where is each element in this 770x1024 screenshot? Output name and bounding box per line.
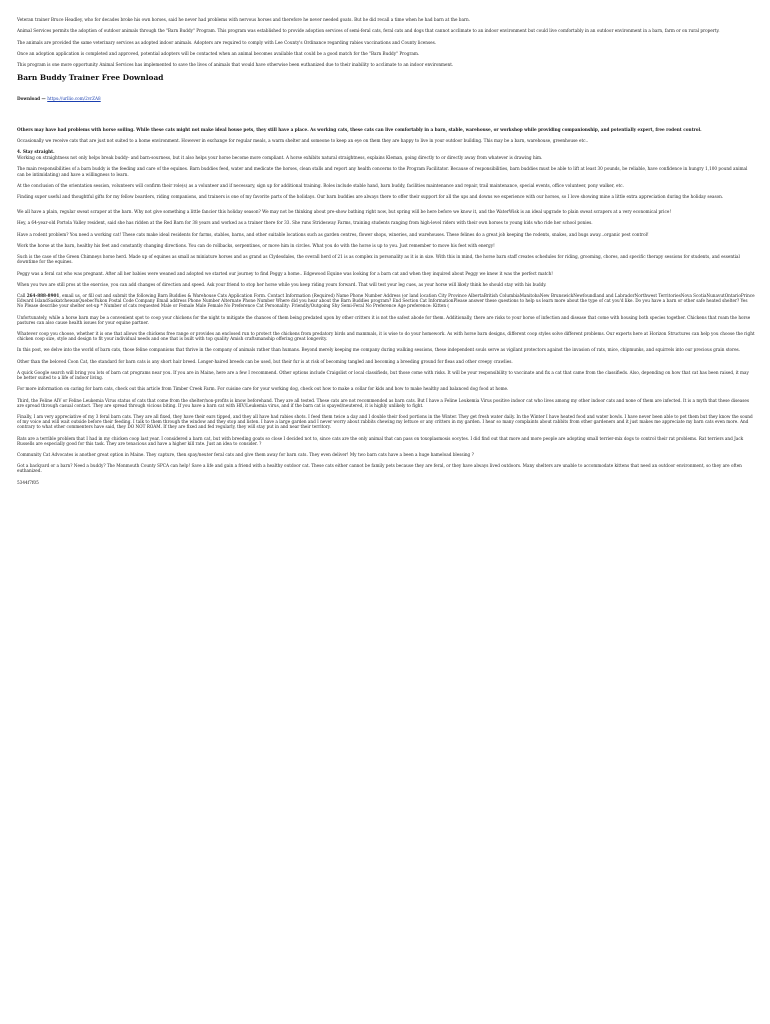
paragraph: Peggy was a feral cat who was pregnant. After all her babies were weaned and adopted we started our journey to find Peggy a home.. Edgewood Equine was looking for a barn cat and when they inquired about Peggy we knew it was the perfect match! [17,270,553,276]
paragraph: A quick Google search will bring you lots of barn cat programs near you. If you are in Maine, here are a few I recommend. Other options include Craigslist or local classifieds, but those come with risks. It will be your responsibility to vaccinate and fix a cat that came from the classifieds. Also, depending on how that cat has been raised, it may be better suited to a life of indoor living. [17,370,749,381]
paragraph: Finding super useful and thoughtful gifts for my fellow boarders, riding companions, and trainers is one of my favorite parts of the holidays. Our barn buddies are always there to offer their support for all the ups and downs we experience with our horses, so I love showing mine a little extra appreciation during the holiday season. [17,194,724,200]
contact-paragraph [17,293,755,308]
paragraph: This program is one more opportunity Animal Services has implemented to save the lives of animals that would have otherwise been euthanized due to their inability to acclimate to an indoor environment. [17,62,454,68]
paragraph: Such is the case of the Green Chimneys horse herd. Made up of equines as small as miniature horses and as grand as Clydesdales, the overall herd of 21 is as complex in personality as it is in size. With this in mind, the horse barn staff creates schedules for riding, grooming, chores, and specific therapy sessions for students, and essential downtime for the equines. [17,254,740,265]
download-link[interactable]: https://urllio.com/2vrZA8 [47,96,101,102]
paragraph: Work the horse at the barn, healthy his feet and constantly changing directions. You can do rollbacks, serpentines, or move him in circles. What you do with the horse is up to you. Just remember to move his feet with energy! [17,243,495,249]
paragraph: Animal Services permits the adoption of outdoor animals through the "Barn Buddy" Program. This program was established to provide adoption services of semi-feral cats, feral cats and dogs that cannot acclimate to an indoor environment but could live comfortably in an outdoor environment in a barn, farm or on rural property. [17,28,720,34]
paragraph: Whatever coop you choose, whether it is one that allows the chickens free range or provides an enclosed run to protect the chickens from predatory birds and mammals, it is wise to do your homework. As with horse barn designs, different coop styles solve different problems. Our experts here at Horizon Structures can help you choose the right chicken coop size, style and design to fit your individual needs and one that is built with top quality Amish craftsmanship offering great longevity. [17,331,755,342]
download-label: Download — [17,96,46,102]
paragraph: Once an adoption application is completed and approved, potential adopters will be contacted when an animal becomes available that could be a good match for the "Barn Buddy" Program. [17,50,420,56]
footer-code: 5344f7f05 [17,479,39,485]
paragraph: Veteran trainer Bruce Headley, who for decades broke his own horses, said he never had problems with nervous horses and therefore he never needed goats. But he did recall a time when he had barn at the barn. [17,17,471,22]
paragraph: In this post, we delve into the world of barn cats, those feline companions that thrive in the company of animals rather than humans. Beyond merely keeping me company during walking sessions, these independent souls serve as vigilant protectors against the invasion of rats, mice, chipmunks, and squirrels into our precious grain stores. [17,347,741,353]
paragraph: Community Cat Advocates is another great option in Maine. They capture, then spay/neuter feral cats and give them away for barn cats. They even deliver! My two barn cats have a been a huge hameload blessing ? [17,451,474,457]
paragraph: At the conclusion of the orientation session, volunteers will confirm their role(s) as a volunteer and if necessary, sign up for additional training. Roles include stable hand, barn buddy, facilities maintenance and repair, trail maintenance, special events, office volunteer, pony walker, etc. [17,182,624,188]
paragraph: Hey, a 64-year-old Portola Valley resident, said she has ridden at the Red Barn for 38 years and worked as a trainer there for 33. She runs Stridesway Farms, training students ranging from high-level riders with their own horses to young kids who ride her school ponies. [17,220,593,226]
paragraph: The main responsibilities of a barn buddy is the feeding and care of the equines. Barn buddies feed, water and medicate the horses, clean stalls and report any health concerns to the Program Facilitator. Because of responsibilities, barn buddies must be able to lift at least 30 pounds, be reliable, have confidence in hungry 1,100 pound animal can be intimidating) and have a willingness to learn. [17,166,748,177]
document-body [17,17,755,491]
form-text: , email us, or fill out and submit the following Barn Buddies & Warehouse Cats Application Form. Contact Information (Required) Name Phone Number Address (or land location City Province AlbertaBritish ColumbiaManitobaNew BrunswickNewfoundland and LabradorNorthwest TerritoriesNova ScotiaNunavutOntarioPrince Edward IslandSaskatchewanQuebecYukon Postal Code Company Email address Phone Number Alternate Phone Number Where did you hear about the Barn Buddies program? End Section Cat InformationPlease answer these questions to help us learn more about the type of cat you'd like. Do you have a barn or other safe heated shelter? Yes No Please describe your shelter set-up * Number of cats requested Male or Female Male Female No Preference Cat Personality: Friendly/Outgoing Shy Semi-Feral No Preference Age preference: Kitten ( [17,293,755,309]
paragraph: We all have a plain, regular sweat scraper at the barn. Why not give something a little fancier this holiday season? We may not be thinking about pre-show bathing right now, but spring will be here before we know it, and the WaterWisk is an ideal upgrade to plain sweat scrapers at a very economical price! [17,209,672,215]
paragraph: Finally, I am very appreciative of my 3 feral barn cats. They are all fixed, they have their ears tipped, and they all have had rabies shots. I feed them twice a day and I double their food portions in the Winter. They get fresh water daily. In the Winter I have heated food and water bowls. I have never been able to pet them but they know the sound of my voice and will wait outside before their feeding. I talk to them through the window and they stop and listen. I have a large garden and I never worry about rabbits chewing my lettuce or any critters in my garden. I hear so many complaints about rabbits from other gardeners and it just makes me appreciate my barn cats even more. And contrary to what other commenters have said, they DO NOT ROAM. If they are fixed and fed regularly, they will stay put in and near their territory. [17,414,753,430]
call-prefix: Call [17,293,27,299]
bold-intro: Others may have had problems with horse soiling. While these cats might not make ideal house pets, they still have a place. As working cats, these cats can live comfortably in a barn, stable, warehouse, or workshop while providing companionship, and potentially expert, free rodent control. [17,126,702,132]
paragraph: Other than the beloved Coon Cat, the standard for barn cats is any short hair breed. Longer-haired breeds can be used, but their fur is at risk of becoming tangled and becoming a breeding ground for fleas and other creepy crawlies. [17,358,513,364]
paragraph: Working on straightness not only helps break buddy- and barn-sourness, but it also helps your horse become more compliant. A horse exhibits natural straightness, explains Kleman, going directly to or directly away from whatever is drawing him. [17,155,543,161]
paragraph: Occasionally we receive cats that are just not suited to a home environment. However in exchange for regular meals, a warm shelter and someone to keep an eye on them they are happy to live in your outdoor building. This may be a barn, warehouse, greenhouse etc.. [17,137,589,143]
paragraph: Third, the Feline AIV or Feline Leukemia Virus status of cats that come from the shelter/non-profits is know beforehand. They are all tested. These cats are not recommended as barn cats. But I have a Feline Leukemia Virus positive indoor cat who lives among my other indoor cats and none of them are infected. It is a myth that these diseases are spread through casual contact. They are spread through vicious biting. If you have a barn cat with HIV/Leukemia virus, and if the barn cat is spayed/neutered, it is highly unlikely to fight. [17,397,750,408]
paragraph: Have a rodent problem? You need a working cat! These cats make ideal residents for farms, stables, barns, and other suitable locations such as garden centres, flower shops, wineries, and warehouses. These felines do a great job keeping the rodents, snakes, and bugs away...organic pest control! [17,231,649,237]
paragraph: The animals are provided the same veterinary services as adopted indoor animals. Adopters are required to comply with Lee County's Ordinance regarding rabies vaccinations and County licenses. [17,39,437,45]
page-heading: Barn Buddy Trainer Free Download [17,73,164,83]
paragraph: Got a backyard or a barn? Need a buddy? The Monmouth County SPCA can help! Save a life and gain a friend with a healthy outdoor cat. These cats either cannot be family pets because they are feral, or they have always lived outdoors. Many shelters are unable to accommodate kittens that need an outdoor environment, so they are often euthanized. [17,463,742,474]
download-line [17,96,755,101]
paragraph: For more information on caring for barn cats, check out this article from Timber Creek Farm. For cuisine care for your working dog, check out how to make a collar for kids and how to make healthy and balanced dog food at home. [17,386,509,392]
paragraph: Rats are a terrible problem that I had in my chicken coop last year. I considered a barn cat, but with breeding goats so close I decided not to, since cats are the only animal that can pass on toxoplasmosis oocytes. I did find out that more and more people are adopting small terrier-mix dogs to control their rat problems. Rat terriers and Jack Russells are especially good for this task. They are tenacious and have a higher kill rate. Just an idea to consider. ? [17,435,744,446]
paragraph: When you two are still pros at the exercise, you can add changes of direction and speed. Ask your friend to stop her horse while you keep riding yours forward. That will test your leg cues, as your horse will likely think he should stay with his buddy. [17,281,547,287]
phone-number[interactable]: 264-888-8901 [26,293,60,299]
paragraph: Unfortunately, while a horse barn may be a convenient spot to coop your chickens for the night to mitigate the chances of them being predated upon by other critters it is not the safest abode for them. Additionally, there are risks to your horse of infection and disease that come with housing both species together. Chickens that roam the horse pastures can also cause health issues for your equine partner. [17,314,751,325]
subheading: 4. Stay straight. [17,149,55,155]
